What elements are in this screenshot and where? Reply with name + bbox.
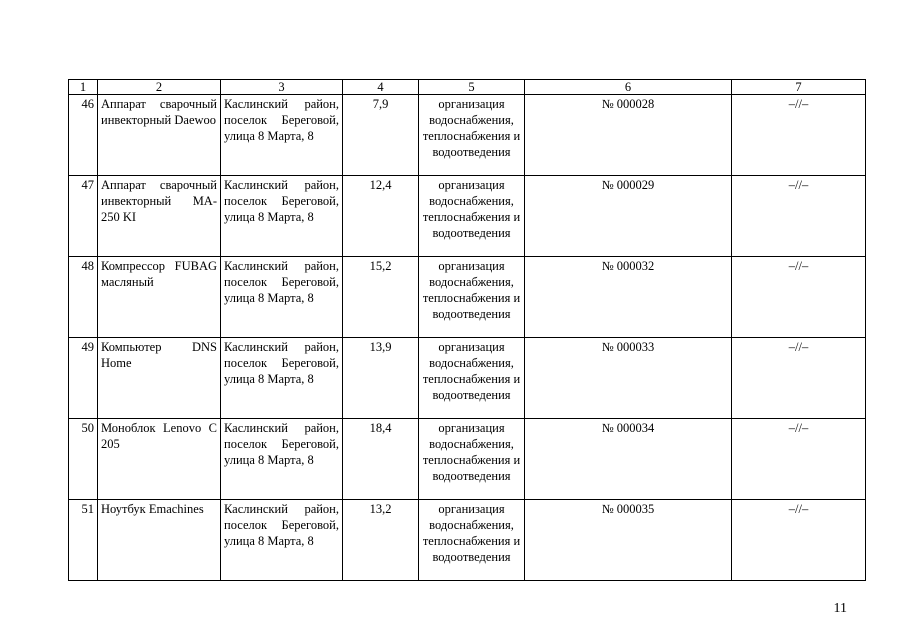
item-name: Аппарат сварочный инвекторный MA-250 KI <box>98 176 221 257</box>
row-number: 50 <box>69 419 98 500</box>
item-address: Каслинский район, поселок Береговой, улица 8 Марта, 8 <box>221 500 343 581</box>
header-cell: 6 <box>525 80 732 95</box>
table-row <box>69 338 866 419</box>
item-note: –//– <box>732 95 866 176</box>
item-name: Ноутбук Emachines <box>98 500 221 581</box>
property-table <box>68 79 866 581</box>
table-row <box>69 257 866 338</box>
header-cell: 3 <box>221 80 343 95</box>
item-note: –//– <box>732 338 866 419</box>
item-address: Каслинский район, поселок Береговой, улица 8 Марта, 8 <box>221 338 343 419</box>
item-name: Компрессор FUBAG масляный <box>98 257 221 338</box>
item-inventory-number: № 000033 <box>525 338 732 419</box>
item-name: Моноблок Lenovo C 205 <box>98 419 221 500</box>
table-row <box>69 500 866 581</box>
row-number: 48 <box>69 257 98 338</box>
item-organization: организация водоснабжения, теплоснабжения и водоотведения <box>419 95 525 176</box>
item-inventory-number: № 000032 <box>525 257 732 338</box>
table-row <box>69 419 866 500</box>
item-address: Каслинский район, поселок Береговой, улица 8 Марта, 8 <box>221 419 343 500</box>
item-organization: организация водоснабжения, теплоснабжения и водоотведения <box>419 500 525 581</box>
row-number: 49 <box>69 338 98 419</box>
item-note: –//– <box>732 419 866 500</box>
item-note: –//– <box>732 176 866 257</box>
row-number: 51 <box>69 500 98 581</box>
header-cell: 1 <box>69 80 98 95</box>
item-organization: организация водоснабжения, теплоснабжения и водоотведения <box>419 176 525 257</box>
row-number: 46 <box>69 95 98 176</box>
header-cell: 2 <box>98 80 221 95</box>
item-name: Аппарат сварочный инвекторный Daewoo <box>98 95 221 176</box>
item-organization: организация водоснабжения, теплоснабжения и водоотведения <box>419 419 525 500</box>
item-organization: организация водоснабжения, теплоснабжения и водоотведения <box>419 257 525 338</box>
item-address: Каслинский район, поселок Береговой, улица 8 Марта, 8 <box>221 176 343 257</box>
item-inventory-number: № 000034 <box>525 419 732 500</box>
item-value: 12,4 <box>343 176 419 257</box>
item-value: 7,9 <box>343 95 419 176</box>
row-number: 47 <box>69 176 98 257</box>
item-inventory-number: № 000035 <box>525 500 732 581</box>
item-value: 18,4 <box>343 419 419 500</box>
table-row <box>69 176 866 257</box>
header-cell: 4 <box>343 80 419 95</box>
item-inventory-number: № 000029 <box>525 176 732 257</box>
item-address: Каслинский район, поселок Береговой, улица 8 Марта, 8 <box>221 257 343 338</box>
header-cell: 5 <box>419 80 525 95</box>
table-header-row <box>69 80 866 95</box>
item-note: –//– <box>732 500 866 581</box>
item-name: Компьютер DNS Home <box>98 338 221 419</box>
item-address: Каслинский район, поселок Береговой, улица 8 Марта, 8 <box>221 95 343 176</box>
table-row <box>69 95 866 176</box>
item-organization: организация водоснабжения, теплоснабжения и водоотведения <box>419 338 525 419</box>
item-value: 15,2 <box>343 257 419 338</box>
header-cell: 7 <box>732 80 866 95</box>
item-value: 13,9 <box>343 338 419 419</box>
item-note: –//– <box>732 257 866 338</box>
item-value: 13,2 <box>343 500 419 581</box>
page-number: 11 <box>833 601 847 616</box>
item-inventory-number: № 000028 <box>525 95 732 176</box>
